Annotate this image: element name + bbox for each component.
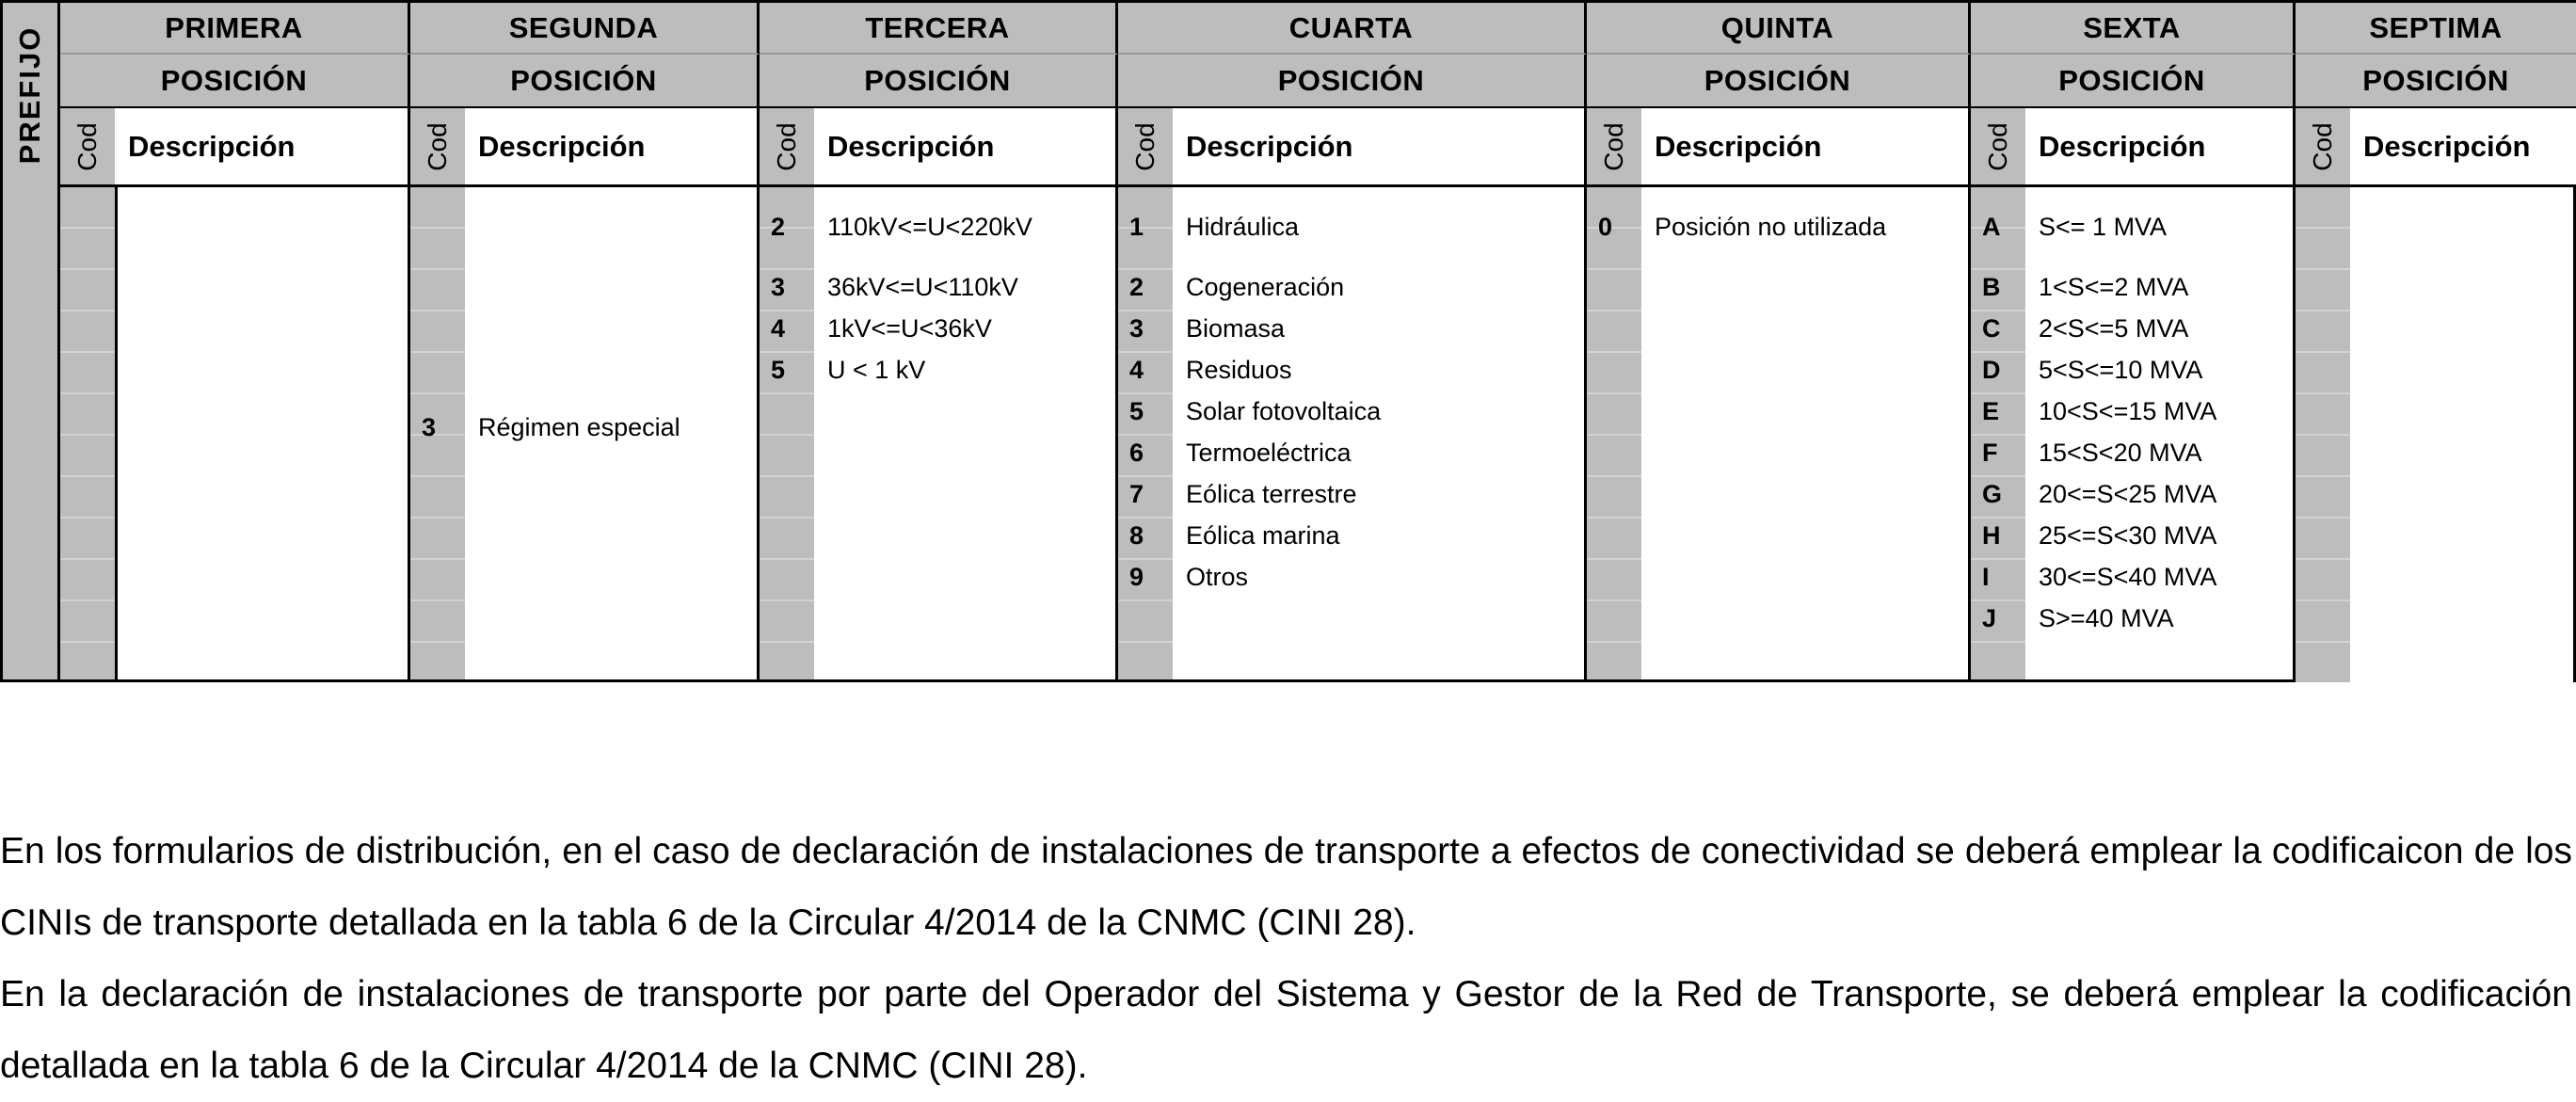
subheader-5 (1587, 108, 1971, 187)
paragraph-distribution: En los formularios de distribución, en el caso de declaración de instalaciones de transporte a efectos de conectividad se deberá emplear la codificaicon de los CINIs de transporte detallada en la tabla 6 de la Circular 4/2014 de la CNMC (CINI 28). (0, 831, 2572, 943)
table-row: 3 Régimen especial (422, 413, 680, 441)
table-row: 2 110kV<=U<220kV (771, 213, 1032, 241)
table-row: 9 Otros (1129, 563, 1249, 591)
table-row: 1 Hidráulica (1129, 213, 1300, 241)
col-title-2: SEGUNDA (410, 0, 760, 55)
col-position-label: POSICIÓN (1118, 55, 1587, 108)
subheader-4 (1118, 108, 1587, 187)
table-row: 4 1kV<=U<36kV (771, 314, 992, 343)
col-title-4: CUARTA (1118, 0, 1587, 55)
table-row: 5 Solar fotovoltaica (1129, 397, 1382, 425)
desc-header: Descripción (478, 129, 646, 163)
table-row: 2 Cogeneración (1129, 273, 1345, 301)
column-body-septima (2296, 187, 2576, 682)
cod-header: Cod (60, 108, 115, 184)
column-body-primera (60, 187, 410, 682)
table-row: H 25<=S<30 MVA (1982, 521, 2217, 550)
table-row: 0 Posición no utilizada (1598, 213, 1887, 241)
table-row: J S>=40 MVA (1982, 604, 2174, 632)
table-row: B 1<S<=2 MVA (1982, 273, 2189, 301)
table-row: 5 U < 1 kV (771, 356, 926, 384)
cod-header: Cod (760, 108, 814, 184)
subheader-1 (60, 108, 410, 187)
col-position-label: POSICIÓN (2296, 55, 2576, 108)
table-row: D 5<S<=10 MVA (1982, 356, 2203, 384)
col-position-label: POSICIÓN (1971, 55, 2296, 108)
cod-header: Cod (410, 108, 465, 184)
cod-header: Cod (1587, 108, 1641, 184)
column-body-segunda (410, 187, 760, 682)
subheader-7 (2296, 108, 2576, 187)
prefix-label: PREFIJO (13, 25, 46, 165)
cod-header: Cod (2296, 108, 2350, 184)
table-row: 3 Biomasa (1129, 314, 1286, 343)
column-body-quinta (1587, 187, 1971, 682)
table-row: I 30<=S<40 MVA (1982, 563, 2217, 591)
table-row: F 15<S<20 MVA (1982, 439, 2202, 467)
table-row: A S<= 1 MVA (1982, 213, 2168, 241)
col-title-6: SEXTA (1971, 0, 2296, 55)
column-body-sexta (1971, 187, 2296, 682)
subheader-3 (760, 108, 1118, 187)
table-row: 8 Eólica marina (1129, 521, 1340, 550)
desc-header: Descripción (2039, 129, 2206, 163)
table-row: 3 36kV<=U<110kV (771, 273, 1018, 301)
desc-header: Descripción (1655, 129, 1822, 163)
desc-header: Descripción (827, 129, 995, 163)
table-row: 6 Termoeléctrica (1129, 439, 1352, 467)
col-title-3: TERCERA (760, 0, 1118, 55)
table-row: E 10<S<=15 MVA (1982, 397, 2217, 425)
desc-header: Descripción (1186, 129, 1353, 163)
cod-header: Cod (1118, 108, 1173, 184)
cod-header: Cod (1971, 108, 2025, 184)
col-title-7: SEPTIMA (2296, 0, 2576, 55)
col-position-label: POSICIÓN (60, 55, 410, 108)
subheader-6 (1971, 108, 2296, 187)
table-row: G 20<=S<25 MVA (1982, 480, 2217, 508)
subheader-2 (410, 108, 760, 187)
col-position-label: POSICIÓN (410, 55, 760, 108)
prefix-body (0, 187, 60, 682)
desc-header: Descripción (2363, 129, 2531, 163)
table-row: 4 Residuos (1129, 356, 1292, 384)
col-position-label: POSICIÓN (1587, 55, 1971, 108)
col-title-1: PRIMERA (60, 0, 410, 55)
table-row: C 2<S<=5 MVA (1982, 314, 2189, 343)
paragraph-transport: En la declaración de instalaciones de transporte por parte del Operador del Sistema y Gestor de la Red de Transporte, se deberá emplear la codificación detallada en la tabla 6 de la Circular 4/2014 de la CNMC (CINI 28). (0, 974, 2572, 1086)
prefix-header (0, 0, 60, 187)
desc-header: Descripción (128, 129, 296, 163)
col-title-5: QUINTA (1587, 0, 1971, 55)
table-row: 7 Eólica terrestre (1129, 480, 1357, 508)
column-body-tercera (760, 187, 1118, 682)
col-position-label: POSICIÓN (760, 55, 1118, 108)
column-body-cuarta (1118, 187, 1587, 682)
